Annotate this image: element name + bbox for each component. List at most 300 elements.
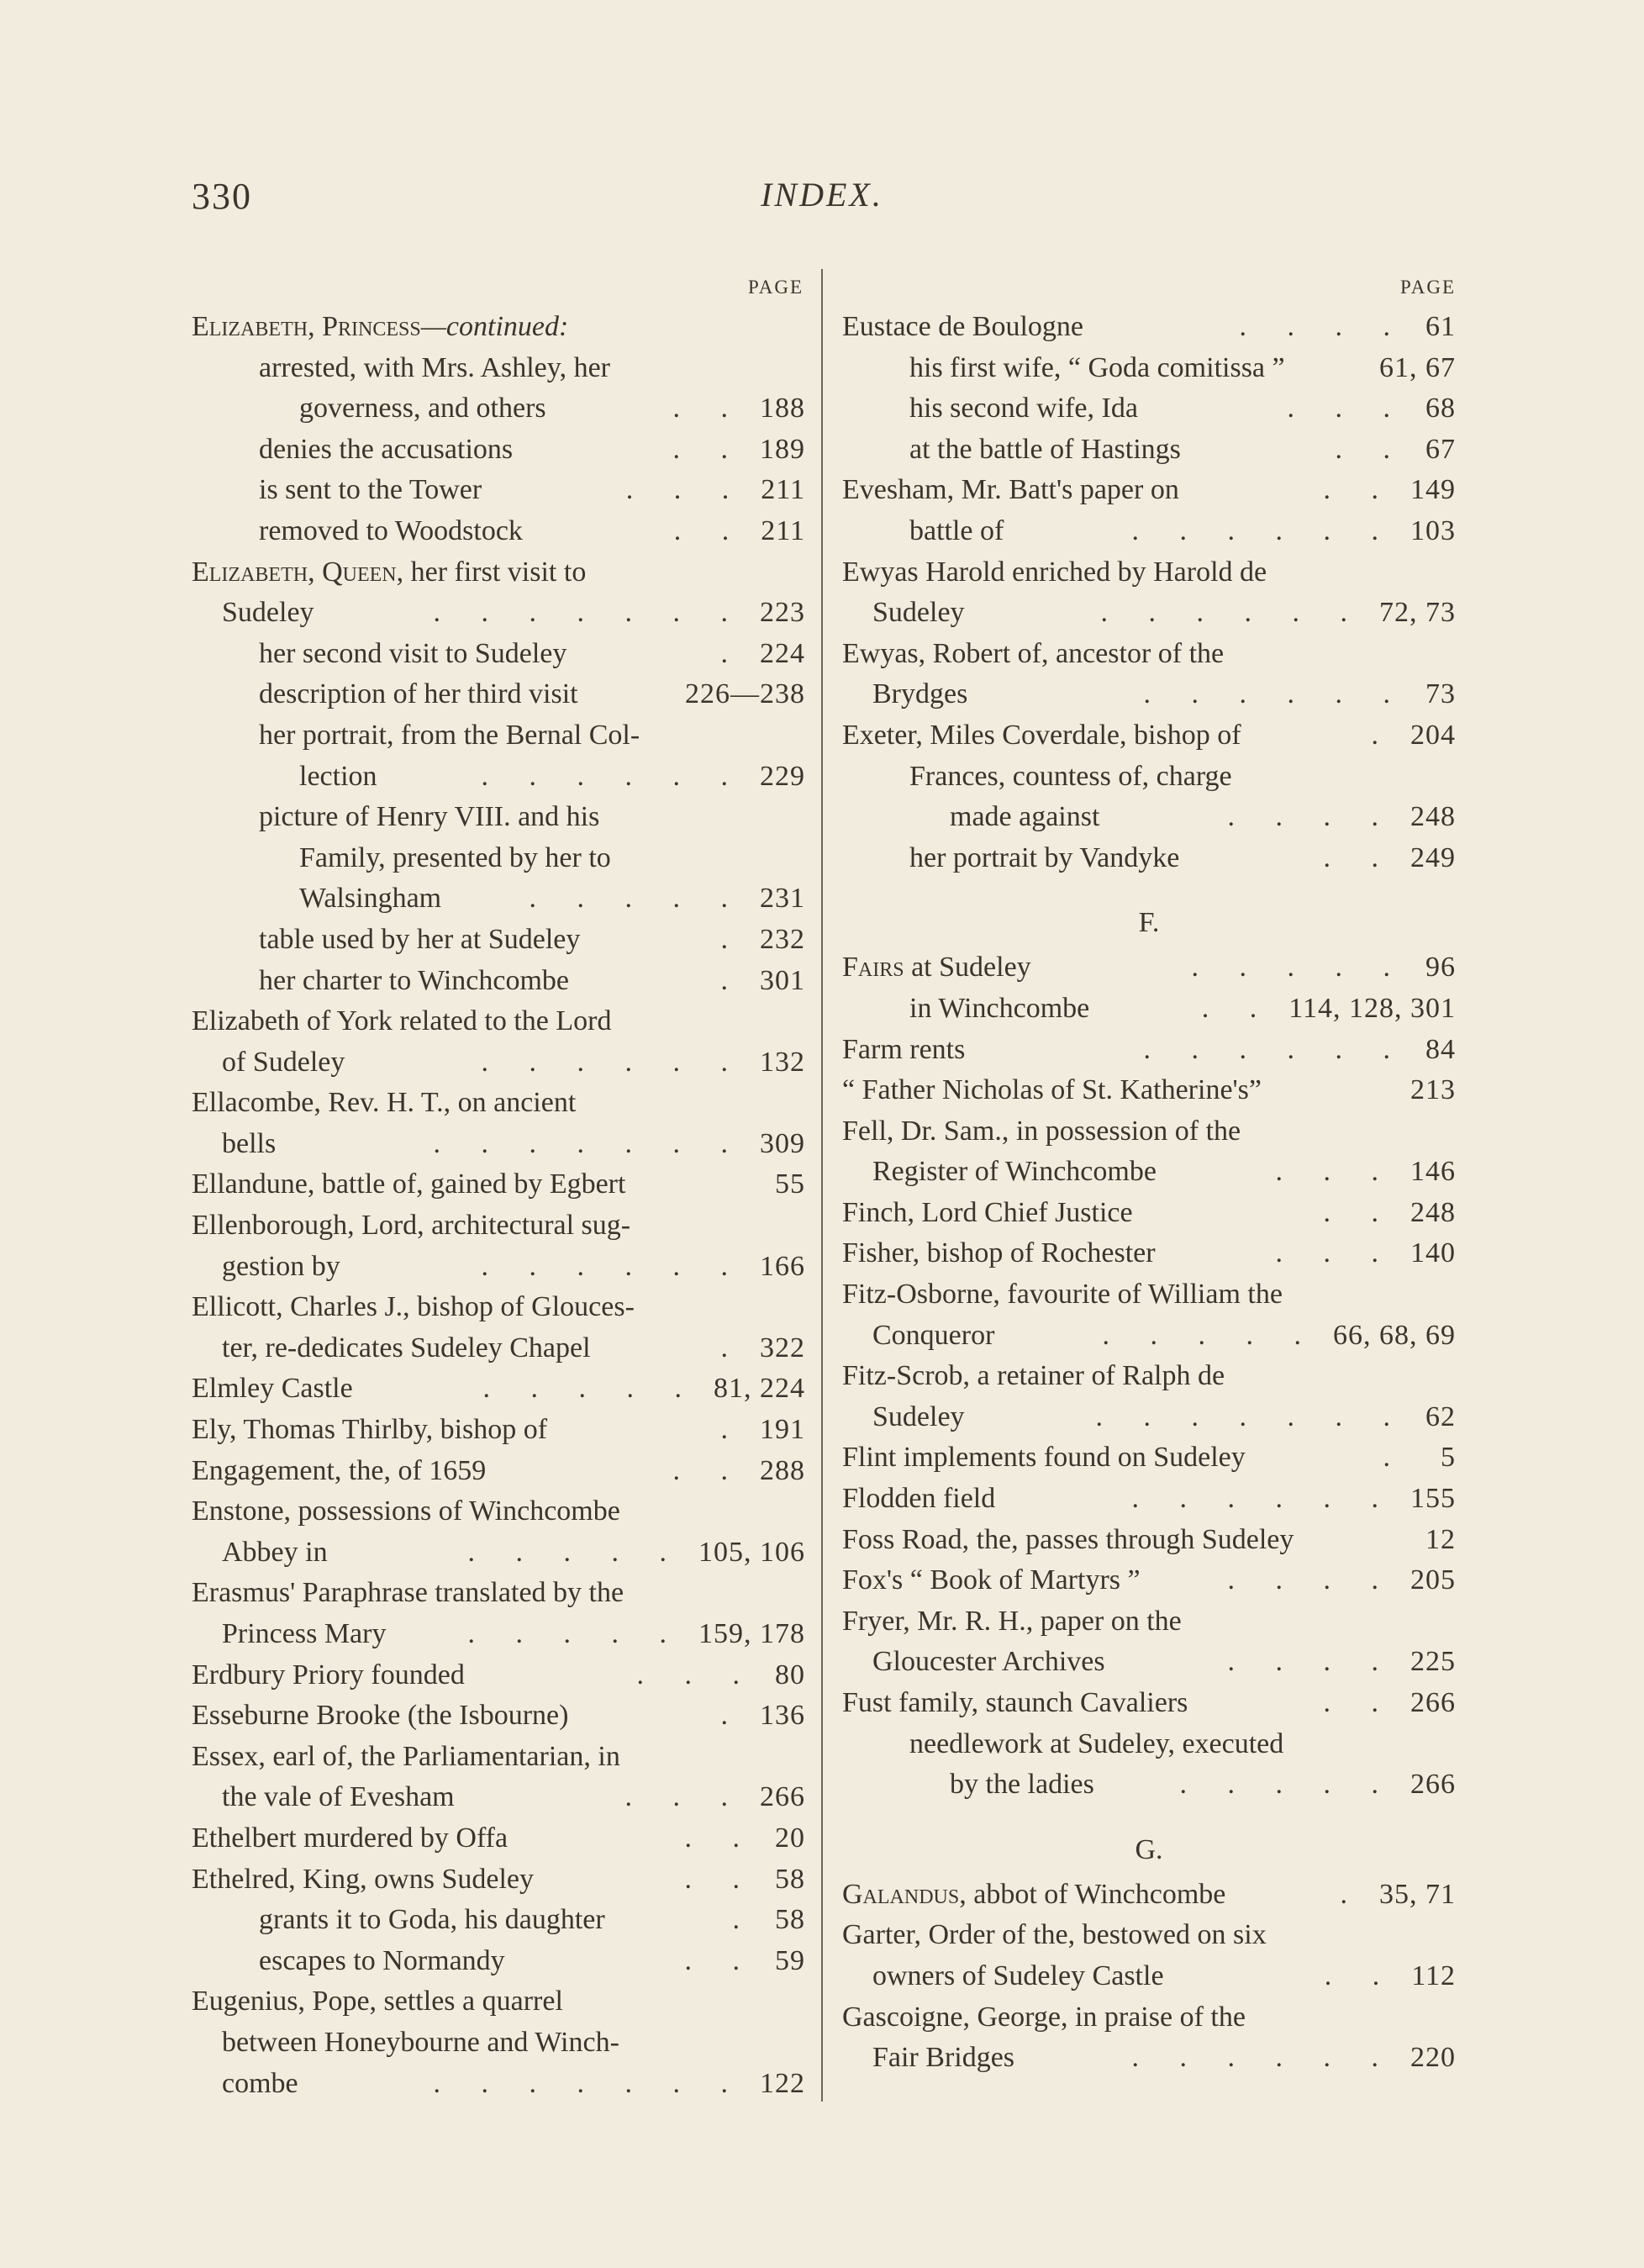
entry-text bbox=[192, 1451, 486, 1492]
leader-dots: . . . . . . bbox=[481, 760, 745, 792]
right-index-entries bbox=[842, 307, 1456, 2079]
entry-text bbox=[259, 715, 640, 757]
entry-body: Erdbury Priory founded bbox=[192, 1659, 465, 1690]
page-reference: 322 bbox=[760, 1332, 805, 1363]
entry-body: Frances, countess of, charge bbox=[909, 760, 1232, 792]
entry-text bbox=[842, 1479, 995, 1520]
index-line bbox=[192, 470, 805, 511]
entry-heading: Fairs bbox=[842, 952, 904, 984]
entry-body: combe bbox=[222, 2067, 298, 2099]
page-reference: 231 bbox=[760, 883, 805, 915]
page-reference: 309 bbox=[760, 1127, 805, 1159]
index-line bbox=[842, 1233, 1456, 1274]
leader-dots: . . . bbox=[636, 1659, 756, 1690]
entry-text bbox=[259, 674, 578, 715]
entry-text bbox=[299, 757, 377, 798]
index-line bbox=[842, 1111, 1456, 1152]
page-reference: 67 bbox=[1425, 433, 1456, 465]
page-reference: 72, 73 bbox=[1379, 597, 1456, 629]
entry-text bbox=[299, 838, 611, 879]
entry-text bbox=[192, 1573, 624, 1614]
leader-dots: . . . bbox=[1275, 1156, 1395, 1188]
index-line bbox=[192, 1859, 805, 1901]
leader-dots: . . . bbox=[625, 474, 746, 506]
entry-body: Essex, earl of, the Parliamentarian, in bbox=[192, 1740, 620, 1772]
index-line bbox=[192, 715, 805, 757]
index-line bbox=[192, 797, 805, 838]
index-line bbox=[842, 1601, 1456, 1643]
index-line bbox=[842, 989, 1456, 1030]
entry-body: Gascoigne, George, in praise of the bbox=[842, 2001, 1246, 2033]
index-line bbox=[842, 1030, 1456, 1071]
entry-text bbox=[222, 1124, 276, 1165]
leader-dots: . . bbox=[684, 1863, 756, 1895]
entry-body: Walsingham bbox=[299, 883, 442, 915]
leader-dots: . . . . . . bbox=[1131, 1483, 1395, 1515]
entry-body: Exeter, Miles Coverdale, bishop of bbox=[842, 719, 1241, 751]
entry-body: Sudeley bbox=[872, 597, 965, 629]
entry-body: Farm rents bbox=[842, 1033, 966, 1065]
entry-body: Ewyas Harold enriched by Harold de bbox=[842, 556, 1267, 588]
entry-body: Ely, Thomas Thirlby, bishop of bbox=[192, 1414, 548, 1446]
leader-dots: . . bbox=[1335, 433, 1407, 465]
entry-body: Ethelbert murdered by Offa bbox=[192, 1822, 508, 1854]
index-line bbox=[192, 1573, 805, 1614]
entry-text bbox=[872, 1152, 1157, 1193]
page-reference: 232 bbox=[760, 923, 805, 955]
entry-text bbox=[909, 757, 1232, 798]
section-letter: G. bbox=[1135, 1833, 1163, 1865]
entry-body: Esseburne Brooke (the Isbourne) bbox=[192, 1700, 569, 1732]
page-reference: 266 bbox=[760, 1781, 805, 1813]
entry-text bbox=[192, 1981, 563, 2023]
page-reference: 301 bbox=[760, 964, 805, 996]
entry-text bbox=[222, 1042, 345, 1084]
index-line bbox=[192, 388, 805, 430]
entry-text bbox=[872, 1316, 994, 1357]
leader-dots: . . . . . bbox=[529, 883, 745, 915]
entry-text bbox=[192, 1287, 635, 1328]
page-reference: 68 bbox=[1425, 393, 1456, 425]
page-reference: 61, 67 bbox=[1379, 351, 1456, 383]
leader-dots: . . . . . . bbox=[1131, 2042, 1395, 2074]
index-line bbox=[192, 1981, 805, 2023]
index-line bbox=[842, 1560, 1456, 1601]
entry-heading: Elizabeth, Princess bbox=[192, 311, 421, 342]
index-line bbox=[192, 1410, 805, 1451]
entry-text bbox=[909, 511, 1004, 552]
leader-dots: . . . . bbox=[1227, 1646, 1395, 1678]
leader-dots: . . . . . . . bbox=[433, 2067, 745, 2099]
page-reference: 146 bbox=[1410, 1156, 1456, 1188]
leader-dots: . . . . . . bbox=[1143, 1033, 1407, 1065]
entry-body: denies the accusations bbox=[259, 433, 514, 465]
entry-text bbox=[192, 552, 586, 593]
page-reference: 226—238 bbox=[685, 678, 805, 710]
entry-text bbox=[192, 1859, 534, 1901]
index-line bbox=[842, 430, 1456, 471]
page-reference: 166 bbox=[760, 1250, 805, 1282]
entry-text bbox=[842, 307, 1083, 348]
entry-text bbox=[842, 1274, 1283, 1316]
entry-text bbox=[842, 1193, 1133, 1234]
index-line bbox=[842, 593, 1456, 634]
leader-dots: . . . . . . bbox=[1100, 597, 1364, 629]
entry-body: escapes to Normandy bbox=[259, 1944, 505, 1976]
index-line bbox=[842, 1479, 1456, 1520]
index-line bbox=[192, 593, 805, 634]
entry-body: bells bbox=[222, 1127, 277, 1159]
index-line bbox=[192, 1491, 805, 1532]
entry-text bbox=[222, 2023, 619, 2064]
page-reference: 132 bbox=[760, 1046, 805, 1078]
entry-body: Fust family, staunch Cavaliers bbox=[842, 1687, 1188, 1718]
entry-body: Ellandune, battle of, gained by Egbert bbox=[192, 1168, 626, 1200]
entry-body: her first visit to bbox=[403, 556, 587, 588]
index-line bbox=[192, 430, 805, 471]
page-reference: 80 bbox=[775, 1659, 805, 1690]
index-line bbox=[842, 1274, 1456, 1316]
index-line bbox=[842, 1316, 1456, 1357]
entry-body: Elizabeth of York related to the Lord bbox=[192, 1005, 612, 1037]
entry-body: Elmley Castle bbox=[192, 1373, 353, 1405]
entry-body: Enstone, possessions of Winchcombe bbox=[192, 1495, 620, 1527]
entry-body: Fitz-Scrob, a retainer of Ralph de bbox=[842, 1360, 1225, 1392]
index-line bbox=[192, 1777, 805, 1818]
index-line bbox=[192, 1532, 805, 1574]
entry-text bbox=[222, 1614, 386, 1655]
index-line bbox=[842, 1437, 1456, 1479]
index-line bbox=[842, 838, 1456, 879]
entry-body: Eugenius, Pope, settles a quarrel bbox=[192, 1986, 563, 2017]
entry-text bbox=[909, 348, 1285, 389]
entry-body: by the ladies bbox=[950, 1769, 1094, 1801]
entry-body: Conqueror bbox=[872, 1319, 995, 1351]
entry-body: Sudeley bbox=[872, 1400, 965, 1432]
entry-body: Fell, Dr. Sam., in possession of the bbox=[842, 1115, 1241, 1147]
leader-dots: . . . . . . bbox=[481, 1046, 745, 1078]
index-line bbox=[192, 838, 805, 879]
page-reference: 225 bbox=[1410, 1646, 1456, 1678]
index-line bbox=[192, 1328, 805, 1369]
index-line bbox=[192, 1941, 805, 1982]
entry-text bbox=[909, 1724, 1283, 1765]
index-line bbox=[192, 961, 805, 1002]
index-line bbox=[842, 1683, 1456, 1724]
entry-text bbox=[842, 1070, 1262, 1111]
entry-body: Flodden field bbox=[842, 1483, 996, 1515]
page-reference: 266 bbox=[1410, 1687, 1456, 1718]
page-reference: 103 bbox=[1410, 514, 1456, 546]
entry-body: abbot of Winchcombe bbox=[966, 1878, 1226, 1910]
entry-body: his first wife, “ Goda comitissa ” bbox=[909, 351, 1285, 383]
index-line bbox=[192, 1001, 805, 1042]
entry-body: description of her third visit bbox=[259, 678, 578, 710]
leader-dots: . . bbox=[1324, 1959, 1397, 1991]
entry-text bbox=[259, 1900, 605, 1941]
index-line bbox=[192, 1164, 805, 1205]
page-reference: 229 bbox=[760, 760, 805, 792]
index-line bbox=[842, 634, 1456, 675]
entry-text bbox=[259, 511, 523, 552]
index-line bbox=[842, 1997, 1456, 2039]
page-reference: 73 bbox=[1425, 678, 1456, 710]
index-line bbox=[842, 757, 1456, 798]
entry-body: Erasmus' Paraphrase translated by the bbox=[192, 1577, 624, 1609]
entry-text bbox=[842, 1875, 1225, 1916]
entry-text bbox=[842, 1520, 1294, 1561]
index-line bbox=[842, 2038, 1456, 2079]
leader-dots: . bbox=[720, 1332, 745, 1363]
leader-dots: . . . bbox=[1275, 1237, 1395, 1269]
entry-text bbox=[842, 1601, 1182, 1643]
entry-text bbox=[909, 430, 1181, 471]
entry-text bbox=[872, 1397, 965, 1438]
index-line bbox=[842, 797, 1456, 838]
entry-heading: Galandus, bbox=[842, 1878, 967, 1910]
entry-body: made against bbox=[950, 801, 1100, 833]
leader-dots: . bbox=[720, 964, 745, 996]
entry-body: at Sudeley bbox=[904, 952, 1031, 984]
index-line bbox=[842, 552, 1456, 593]
leader-dots: . bbox=[732, 1904, 756, 1936]
entry-body: Garter, Order of the, bestowed on six bbox=[842, 1919, 1267, 1951]
entry-body: owners of Sudeley Castle bbox=[872, 1959, 1164, 1991]
leader-dots: . . . . . bbox=[482, 1373, 698, 1405]
page-reference: 220 bbox=[1410, 2042, 1456, 2074]
index-line bbox=[842, 1875, 1456, 1916]
entry-body: ter, re-dedicates Sudeley Chapel bbox=[222, 1332, 591, 1363]
leader-dots: . . bbox=[672, 393, 745, 425]
entry-body: Foss Road, the, passes through Sudeley bbox=[842, 1523, 1294, 1555]
entry-text bbox=[222, 1777, 455, 1818]
leader-dots: . . . . . . bbox=[1143, 678, 1407, 710]
entry-body: Ellenborough, Lord, architectural sug- bbox=[192, 1210, 631, 1242]
entry-text bbox=[192, 1491, 620, 1532]
index-line bbox=[192, 511, 805, 552]
entry-body: table used by her at Sudeley bbox=[259, 923, 581, 955]
entry-body: in Winchcombe bbox=[909, 992, 1090, 1024]
index-line bbox=[192, 1900, 805, 1941]
leader-dots: . . . . . . . bbox=[433, 1127, 745, 1159]
entry-body: removed to Woodstock bbox=[259, 514, 523, 546]
leader-dots: . . . . bbox=[1227, 1564, 1395, 1596]
entry-text bbox=[259, 470, 482, 511]
entry-text bbox=[842, 1915, 1267, 1956]
index-line bbox=[192, 2023, 805, 2064]
index-line bbox=[192, 1818, 805, 1859]
entry-text bbox=[192, 1164, 625, 1205]
left-column bbox=[192, 273, 805, 2104]
entry-text bbox=[259, 430, 513, 471]
page-reference: 159, 178 bbox=[698, 1618, 805, 1649]
entry-body: Evesham, Mr. Batt's paper on bbox=[842, 474, 1179, 506]
entry-text bbox=[299, 878, 441, 920]
page-reference: 211 bbox=[761, 514, 805, 546]
entry-continued: —continued: bbox=[420, 311, 569, 342]
index-line bbox=[192, 1042, 805, 1084]
entry-body: Register of Winchcombe bbox=[872, 1156, 1157, 1188]
entry-text bbox=[222, 2064, 298, 2105]
entry-text bbox=[909, 838, 1179, 879]
leader-dots: . bbox=[1371, 719, 1395, 751]
leader-dots: . . . . bbox=[1239, 311, 1407, 342]
entry-text bbox=[842, 1997, 1246, 2039]
entry-text bbox=[842, 634, 1224, 675]
entry-text bbox=[842, 1111, 1241, 1152]
page-column-label: PAGE bbox=[1400, 277, 1456, 298]
leader-dots: . . . bbox=[624, 1781, 745, 1813]
index-line bbox=[842, 1915, 1456, 1956]
leader-dots: . bbox=[720, 1700, 745, 1732]
index-line bbox=[192, 1247, 805, 1288]
index-line bbox=[192, 1451, 805, 1492]
page-reference: 248 bbox=[1410, 1196, 1456, 1228]
entry-text bbox=[192, 1737, 620, 1778]
entry-text bbox=[842, 1683, 1188, 1724]
leader-dots: . . . bbox=[1287, 393, 1407, 425]
leader-dots: . . . . . . bbox=[481, 1250, 745, 1282]
index-line bbox=[192, 1287, 805, 1328]
entry-body: her portrait by Vandyke bbox=[909, 841, 1180, 873]
page-reference: 189 bbox=[760, 433, 805, 465]
entry-body: Finch, Lord Chief Justice bbox=[842, 1196, 1133, 1228]
leader-dots: . . . . . . . bbox=[433, 597, 745, 629]
entry-body: Eustace de Boulogne bbox=[842, 311, 1084, 342]
index-line bbox=[192, 1369, 805, 1410]
section-gap bbox=[842, 1806, 1456, 1826]
page-reference: 112 bbox=[1411, 1959, 1456, 1991]
page-reference: 20 bbox=[775, 1822, 805, 1854]
entry-body: at the battle of Hastings bbox=[909, 433, 1181, 465]
entry-body: Gloucester Archives bbox=[872, 1646, 1105, 1678]
index-line bbox=[192, 920, 805, 961]
leader-dots: . . . . . bbox=[1179, 1769, 1395, 1801]
section-letter: F. bbox=[1138, 907, 1160, 939]
entry-text bbox=[842, 1233, 1156, 1274]
page-reference: 136 bbox=[760, 1700, 805, 1732]
leader-dots: . . bbox=[673, 514, 746, 546]
leader-dots: . . . . . bbox=[1191, 952, 1407, 984]
page-reference: 205 bbox=[1410, 1564, 1456, 1596]
entry-text bbox=[259, 920, 580, 961]
entry-body: Fitz-Osborne, favourite of William the bbox=[842, 1279, 1283, 1311]
entry-text bbox=[259, 1941, 505, 1982]
entry-text bbox=[909, 388, 1138, 430]
page-column-label: PAGE bbox=[748, 277, 804, 298]
entry-text bbox=[192, 1083, 576, 1124]
page-reference: 55 bbox=[775, 1168, 805, 1200]
section-gap bbox=[842, 878, 1456, 899]
entry-text bbox=[842, 552, 1267, 593]
index-line bbox=[842, 470, 1456, 511]
index-line bbox=[842, 1520, 1456, 1561]
page-reference: 62 bbox=[1425, 1400, 1456, 1432]
page-reference: 249 bbox=[1410, 841, 1456, 873]
entry-body: Fryer, Mr. R. H., paper on the bbox=[842, 1605, 1182, 1637]
page-reference: 35, 71 bbox=[1379, 1878, 1456, 1910]
index-line bbox=[192, 1655, 805, 1696]
leader-dots: . . bbox=[672, 1454, 745, 1486]
index-line bbox=[192, 1737, 805, 1778]
entry-body: arrested, with Mrs. Ashley, her bbox=[259, 351, 610, 383]
index-line bbox=[192, 1205, 805, 1247]
entry-text bbox=[842, 715, 1241, 757]
entry-text bbox=[192, 1369, 353, 1410]
index-line bbox=[842, 715, 1456, 757]
entry-body: picture of Henry VIII. and his bbox=[259, 801, 600, 833]
index-line bbox=[842, 1397, 1456, 1438]
page-reference: 204 bbox=[1410, 719, 1456, 751]
entry-text bbox=[259, 797, 599, 838]
entry-heading: Elizabeth, Queen, bbox=[192, 556, 404, 588]
leader-dots: . . bbox=[1323, 1687, 1395, 1718]
entry-body: Fair Bridges bbox=[872, 2042, 1015, 2074]
leader-dots: . . bbox=[1323, 474, 1395, 506]
page-reference: 248 bbox=[1410, 801, 1456, 833]
entry-body: his second wife, Ida bbox=[909, 393, 1138, 425]
page-number: 330 bbox=[192, 176, 252, 217]
entry-text bbox=[259, 634, 566, 675]
entry-text bbox=[259, 348, 610, 389]
entry-text bbox=[299, 388, 546, 430]
entry-body: “ Father Nicholas of St. Katherine's” bbox=[842, 1074, 1262, 1106]
entry-body: Family, presented by her to bbox=[299, 841, 611, 873]
leader-dots: . . bbox=[684, 1822, 756, 1854]
entry-text bbox=[192, 1655, 465, 1696]
entry-text bbox=[909, 989, 1089, 1030]
right-column bbox=[842, 273, 1456, 2079]
index-line bbox=[842, 1724, 1456, 1765]
page-reference: 188 bbox=[760, 393, 805, 425]
leader-dots: . . . . bbox=[1227, 801, 1395, 833]
page-reference: 5 bbox=[1441, 1442, 1456, 1474]
page-reference: 66, 68, 69 bbox=[1333, 1319, 1456, 1351]
leader-dots: . . . . . bbox=[1102, 1319, 1318, 1351]
index-line bbox=[192, 1614, 805, 1655]
entry-text bbox=[950, 1764, 1094, 1806]
entry-body: of Sudeley bbox=[222, 1046, 345, 1078]
entry-body: the vale of Evesham bbox=[222, 1781, 455, 1813]
entry-body: battle of bbox=[909, 514, 1004, 546]
leader-dots: . . bbox=[684, 1944, 756, 1976]
index-line bbox=[192, 1083, 805, 1124]
page-reference: 58 bbox=[775, 1863, 805, 1895]
leader-dots: . . bbox=[1201, 992, 1274, 1024]
index-line bbox=[842, 1193, 1456, 1234]
page-reference: 155 bbox=[1410, 1483, 1456, 1515]
page-reference: 96 bbox=[1425, 952, 1456, 984]
index-line bbox=[842, 1764, 1456, 1806]
entry-body: Fox's “ Book of Martyrs ” bbox=[842, 1564, 1141, 1596]
entry-body: Brydges bbox=[872, 678, 968, 710]
page-reference: 288 bbox=[760, 1454, 805, 1486]
page-reference: 191 bbox=[760, 1414, 805, 1446]
page-reference: 223 bbox=[760, 597, 805, 629]
left-index-entries bbox=[192, 307, 805, 2104]
entry-text bbox=[872, 2038, 1014, 2079]
page-reference: 140 bbox=[1410, 1237, 1456, 1269]
entry-text bbox=[842, 1437, 1246, 1479]
page-reference: 114, 128, 301 bbox=[1288, 992, 1456, 1024]
leader-dots: . bbox=[1383, 1442, 1407, 1474]
index-line bbox=[192, 634, 805, 675]
leader-dots: . bbox=[720, 637, 745, 669]
index-line bbox=[192, 674, 805, 715]
entry-text bbox=[222, 1328, 591, 1369]
entry-body: Ewyas, Robert of, ancestor of the bbox=[842, 637, 1225, 669]
entry-text bbox=[950, 797, 1099, 838]
